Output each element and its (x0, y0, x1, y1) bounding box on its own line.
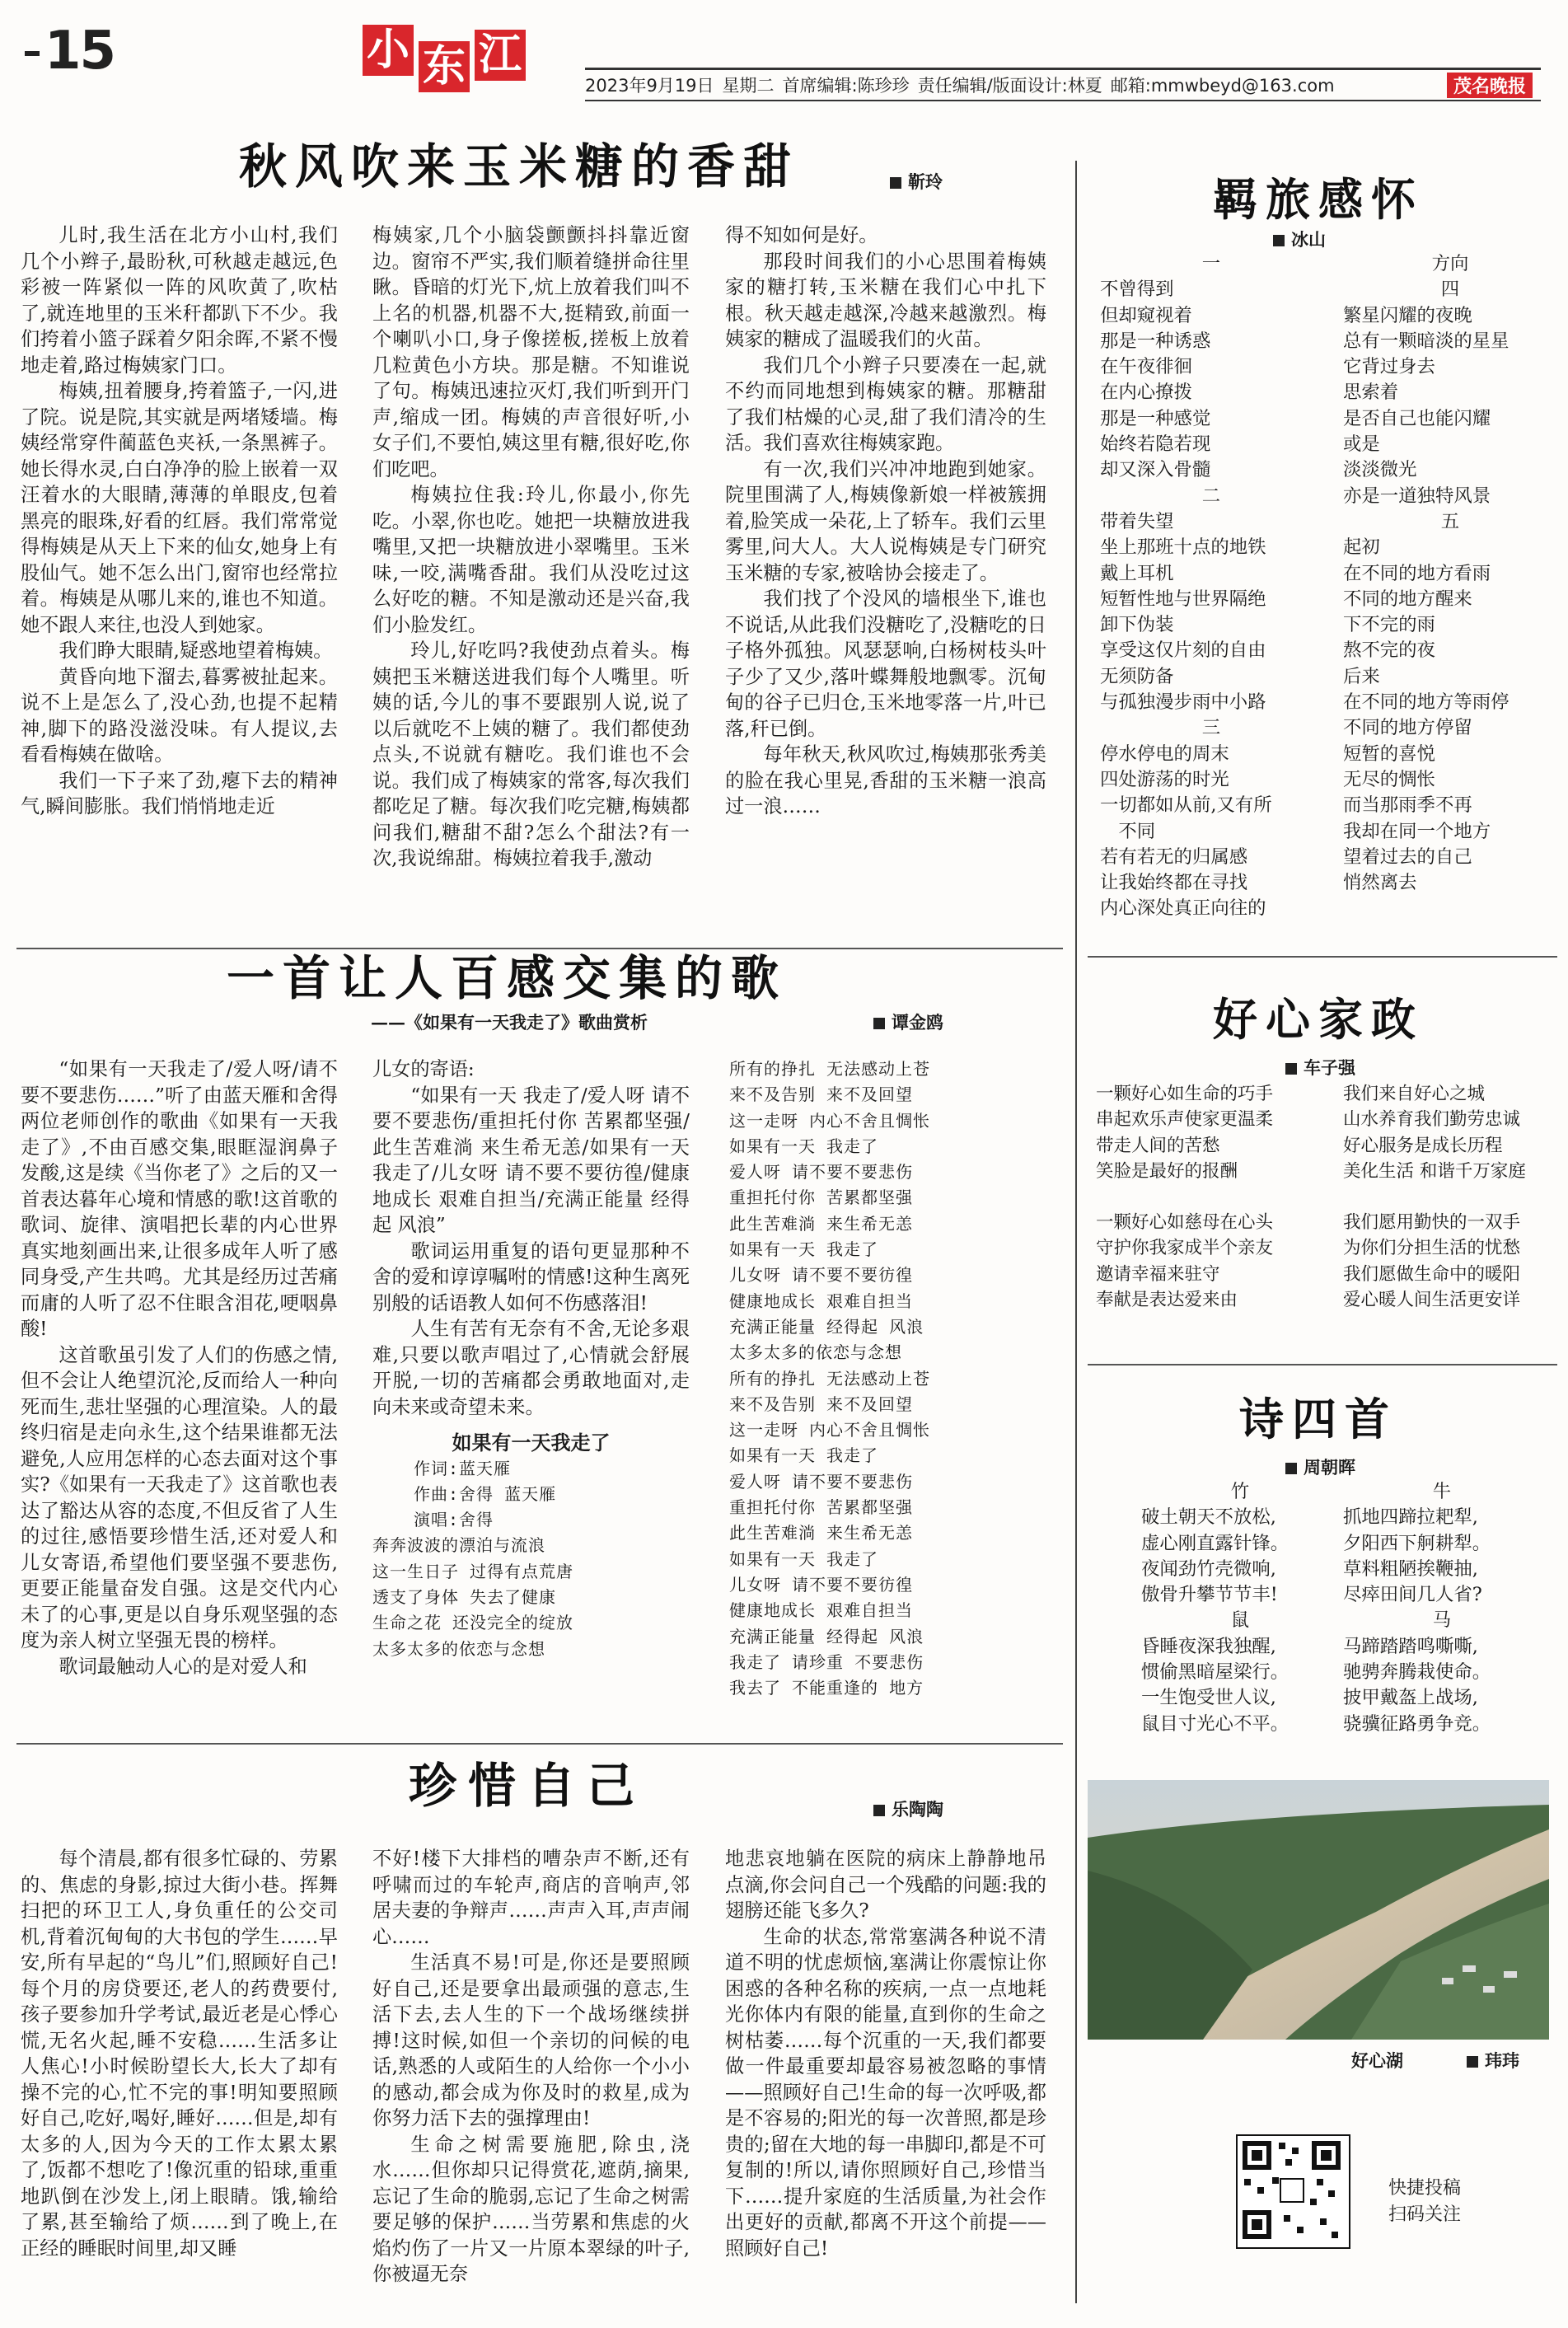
sidebar2-left: 一颗好心如生命的巧手 串起欢乐声使家更温柔 带走人间的苦愁 笑脸是最好的报酬 一颗好心如慈母在心头 守护你我家成半个亲友 邀请幸福来驻守 奉献是表达爱来由 (1096, 1084, 1274, 1311)
qr-text (1388, 2176, 1461, 2228)
lake-photo (1088, 1780, 1549, 2040)
sidebar1-title: 羁旅感怀 (1213, 173, 1424, 226)
divider-s2 (1088, 1364, 1557, 1365)
song-title: 如果有一天我走了 (452, 1431, 611, 1454)
sidebar1-right: 方向 四 繁星闪耀的夜晚 总有一颗暗淡的星星 它背过身去 思索着 是否自己也能闪耀 或是 淡淡微光 亦是一道独特风景 五 起初 在不同的地方看雨 不同的地方醒来 下不完的雨 熬不完的夜 后来 在不同的地方等雨停 不同的地方停留 短暂的喜悦 无尽的惆怅 而当那雨季不再 我却在同一个地方 望着过去的自己 悄然离去 (1343, 253, 1509, 894)
article3-col2: 不好!楼下大排档的嘈杂声不断,还有呼啸而过的车轮声,商店的音响声,邻居夫妻的争辩声……声声入耳,声声闹心…… 生活真不易!可是,你还是要照顾好自己,还是要拿出最顽强的意志,生活下去,去人生的下一个战场继续拼搏!这时候,如但一个亲切的问候的电话,熟悉的人或陌生的人给你一个小小的感动,都会成为你及时的救星,成为你努力活下去的强撑理由! 生命之树需要施肥,除虫,浇水……但你却只记得赏花,遮荫,摘果,忘记了生命的脆弱,忘记了生命之树需要足够的保护……当劳累和焦虑的火焰灼伤了一片又一片原本翠绿的叶子,你被逼无奈 (372, 1848, 690, 2285)
page-number: 15 (25, 21, 115, 82)
article1-col3: 得不知如何是好。 那段时间我们的小心思围着梅姨家的糖打转,玉米糖在我们心中扎下根。秋天越走越深,冷越来越激烈。梅姨家的糖成了温暖我们的火苗。 我们几个小辫子只要凑在一起,就不约而同地想到梅姨家的糖。那糖甜了我们枯燥的心灵,甜了我们清冷的生活。我们喜欢往梅姨家跑。 有一次,我们兴冲冲地跑到她家。院里围满了人,梅姨像新娘一样被簇拥着,脸笑成一朵花,上了轿车。我们云里雾里,问大人。大人说梅姨是专门研究玉米糖的专家,被啥协会接走了。 我们找了个没风的墙根坐下,谁也不说话,从此我们没糖吃了,没糖吃的日子格外孤独。风瑟瑟响,白杨树枝头叶子少了又少,落叶蝶舞般地飘零。沉甸甸的谷子已归仓,玉米地零落一片,叶已落,秆已倒。 每年秋天,秋风吹过,梅姨那张秀美的脸在我心里晃,香甜的玉米糖一浪高过一浪…… (725, 224, 1046, 817)
sidebar3-left: 竹 破土朝天不放松, 虚心刚直露针锋。 夜闻劲竹壳微响, 傲骨升攀节节丰! 鼠 昏睡夜深我独醒, 惯偷黑暗屋梁行。 一生饱受世人议, 鼠目寸光心不平。 (1141, 1481, 1290, 1735)
qr-line2: 扫码关注 (1388, 2204, 1462, 2225)
article3-col1: 每个清晨,都有很多忙碌的、劳累的、焦虑的身影,掠过大街小巷。挥舞扫把的环卫工人,身负重任的公交司机,背着沉甸甸的大书包的学生……早安,所有早起的“鸟儿”们,照顾好自己!每个月的房贷要还,老人的药费要付,孩子要参加升学考试,最近老是心悸心慌,无名火起,睡不安稳……生活多让人焦心!小时候盼望长大,长大了却有操不完的心,忙不完的事!明知要照顾好自己,吃好,喝好,睡好……但是,却有太多的人,因为今天的工作太累太累了,饭都不想吃了!像沉重的铅球,重重地趴倒在沙发上,闭上眼睛。饿,输给了累,甚至输给了烦……到了晚上,在正经的睡眠时间里,却又睡 (21, 1848, 338, 2260)
lyrics-part1: 奔奔波波的漂泊与流浪 这一生日子 过得有点荒唐 透支了身体 失去了健康 生命之花 还没完全的绽放 太多太多的依恋与念想 (372, 1535, 574, 1659)
sidebar1-left: 一 不曾得到 但却窥视着 那是一种诱惑 在午夜徘徊 在内心撩拨 那是一种感觉 始终若隐若现 却又深入骨髓 二 带着失望 坐上那班十点的地铁 戴上耳机 短暂性地与世界隔绝 卸下伪装 享受这仅片刻的自由 无须防备 与孤独漫步雨中小路 三 停水停电的周末 四处游荡的时光 一切都如从前,又有所 不同 若有若无的归属感 让我始终都在寻找 内心深处真正向往的 (1100, 253, 1272, 920)
lake-photo-illustration (1088, 1780, 1549, 2040)
chief-editor: 首席编辑:陈珍珍 (782, 76, 910, 96)
qr-code[interactable] (1236, 2134, 1350, 2249)
sidebar2-author: 车子强 (1285, 1055, 1355, 1080)
article1-author: 靳玲 (890, 169, 943, 194)
section-char-1: 小 (363, 25, 414, 76)
article2-author: 谭金鸥 (873, 1009, 943, 1034)
sidebar3-title: 诗四首 (1239, 1393, 1397, 1445)
sidebar3-author: 周朝晖 (1285, 1454, 1355, 1479)
photo-caption: 好心湖 (1351, 2051, 1403, 2071)
sidebar2-title: 好心家政 (1213, 993, 1424, 1046)
editor: 责任编辑/版面设计:林夏 (917, 76, 1102, 96)
section-char-3: 江 (475, 30, 526, 81)
article3-author: 乐陶陶 (873, 1796, 943, 1821)
issue-date: 2023年9月19日 (585, 76, 714, 96)
section-char-2: 东 (419, 41, 470, 92)
divider-a2 (16, 1743, 1063, 1745)
article2-subtitle: ——《如果有一天我走了》歌曲赏析 (371, 1012, 648, 1033)
issue-weekday: 星期二 (722, 76, 775, 96)
email: 邮箱:mmwbeyd@163.com (1110, 76, 1335, 96)
article2-title: 一首让人百感交集的歌 (226, 950, 787, 1006)
qr-line1: 快捷投稿 (1388, 2178, 1462, 2199)
paper-logo: 茂名晚报 (1447, 73, 1533, 98)
article1-col1: 儿时,我生活在北方小山村,我们几个小辫子,最盼秋,可秋越走越远,色彩被一阵紧似一阵的风吹黄了,吹枯了,就连地里的玉米秆都趴下不少。我们挎着小篮子踩着夕阳余晖,不紧不慢地走着,路过梅姨家门口。 梅姨,扭着腰身,挎着篮子,一闪,进了院。说是院,其实就是两堵矮墙。梅姨经常穿件蔺蓝色夹袄,一条黑裤子。她长得水灵,白白净净的脸上嵌着一双汪着水的大眼睛,薄薄的单眼皮,包着黑亮的眼珠,好看的红唇。我们常常觉得梅姨是从天上下来的仙女,她身上有股仙气。她不怎么出门,窗帘也经常拉着。梅姨是从哪儿来的,谁也不知道。她不跟人来往,也没人到她家。 我们睁大眼睛,疑惑地望着梅姨。 黄昏向地下溜去,暮雾被扯起来。说不上是怎么了,没心劲,也提不起精神,脚下的路没滋没味。有人提议,去看看梅姨在做啥。 我们一下子来了劲,瘪下去的精神气,瞬间膨胀。我们悄悄地走近 (21, 224, 338, 817)
song-credits: 作词:蓝天雁 作曲:舍得 蓝天雁 演唱:舍得 (414, 1458, 557, 1530)
info-bar (585, 68, 1541, 101)
photo-credit: 玮玮 (1467, 2048, 1519, 2073)
qr-pattern (1238, 2136, 1346, 2244)
article1-title: 秋风吹来玉米糖的香甜 (238, 138, 799, 194)
sidebar2-right: 我们来自好心之城 山水养育我们勤劳忠诚 好心服务是成长历程 美化生活 和谐千万家庭 我们愿用勤快的一双手 为你们分担生活的忧愁 我们愿做生命中的暖阳 爱心暖人间生活更安详 (1343, 1084, 1526, 1311)
section-logo (363, 25, 526, 99)
article3-title: 珍惜自己 (408, 1758, 646, 1814)
sidebar1-author: 冰山 (1273, 227, 1326, 251)
main-divider (1075, 161, 1077, 2303)
article1-col2: 梅姨家,几个小脑袋颤颤抖抖靠近窗边。窗帘不严实,我们顺着缝拼命往里瞅。昏暗的灯光下,炕上放着我们叫不上名的机器,机器不大,挺精致,前面一个喇叭小口,身子像搓板,搓板上放着几粒黄色小方块。那是糖。不知谁说了句。梅姨迅速拉灭灯,我们听到开门声,缩成一团。梅姨的声音很好听,小女子们,不要怕,姨这里有糖,很好吃,你们吃吧。 梅姨拉住我:玲儿,你最小,你先吃。小翠,你也吃。她把一块糖放进我嘴里,又把一块糖放进小翠嘴里。玉米味,一咬,满嘴香甜。我们从没吃过这么好吃的糖。不知是激动还是兴奋,我们小脸发红。 玲儿,好吃吗?我使劲点着头。梅姨把玉米糖送进我们每个人嘴里。听姨的话,今儿的事不要跟别人说,说了以后就吃不上姨的糖了。我们都使劲点头,不说就有糖吃。我们谁也不会说。我们成了梅姨家的常客,每次我们都吃足了糖。每次我们吃完糖,梅姨都问我们,糖甜不甜?怎么个甜法?有一次,我说绵甜。梅姨拉着我手,激动 (372, 224, 690, 869)
sidebar3-right: 牛 抓地四蹄拉耙犁, 夕阳西下舸耕犁。 草料粗陋挨鞭抽, 尽瘁田间几人省? 马 马蹄踏踏鸣嘶嘶, 驰骋奔腾栽使命。 披甲戴盔上战场, 骁骥征路勇争竞。 (1343, 1481, 1491, 1735)
article2-col1: “如果有一天我走了/爱人呀/请不要不要悲伤……”听了由蓝天雁和舍得两位老师创作的歌曲《如果有一天我走了》,不由百感交集,眼眶湿润鼻子发酸,这是续《当你老了》之后的又一首表达暮年心境和情感的歌!这首歌的歌词、旋律、演唱把长辈的内心世界真实地刻画出来,让很多成年人听了感同身受,产生共鸣。尤其是经历过苦痛而庸的人听了忍不住眼含泪花,哽咽鼻酸! 这首歌虽引发了人们的伤感之情,但不会让人绝望沉沦,反而给人一种向死而生,悲壮坚强的心理渲染。人的最终归宿是走向永生,这个结果谁都无法避免,人应用怎样的心态去面对这个事实?《如果有一天我走了》这首歌也表达了豁达从容的态度,不但反省了人生的过往,感悟要珍惜生活,还对爱人和儿女寄语,希望他们要坚强不要悲伤,更要正能量奋发自强。这是交代内心未了的心事,更是以自身乐观坚强的态度为亲人树立坚强无畏的榜样。 歌词最触动人心的是对爱人和 (21, 1058, 338, 1678)
article2-col2: 儿女的寄语: “如果有一天 我走了/爱人呀 请不要不要悲伤/重担托付你 苦累都坚强/此生苦难淌 来生希无恙/如果有一天 我走了/儿女呀 请不要不要彷徨/健康地成长 艰难自担当/充满正能量 经得起 风浪” 歌词运用重复的语句更显那种不舍的爱和谆谆嘱咐的情感!这种生离死别般的话语教人如何不伤感落泪! 人生有苦有无奈有不舍,无论多艰难,只要以歌声唱过了,心情就会舒展开脱,一切的苦痛都会勇敢地面对,走向未来或奇望未来。 如果有一天我走了 作词:蓝天雁 作曲:舍得 蓝天雁 演唱:舍得 奔奔波波的漂泊与流浪 这一生日子 过得有点荒唐 透支了身体 失去了健康 生命之花 还没完全的绽放 太多太多的依恋与念想 (372, 1056, 690, 1662)
article3-col3: 地悲哀地躺在医院的病床上静静地吊点滴,你会问自己一个残酷的问题:我的翅膀还能飞多久? 生命的状态,常常塞满各种说不清道不明的忧虑烦恼,塞满让你震惊让你困惑的各种名称的疾病,一点一点地耗光你体内有限的能量,直到你的生命之树枯萎……每个沉重的一天,我们都要做一件最重要却最容易被忽略的事情——照顾好自己!生命的每一次呼吸,都是不容易的;阳光的每一次普照,都是珍贵的;留在大地的每一串脚印,都是不可复制的!所以,请你照顾好自己,珍惜当下……提升家庭的生活质量,为社会作出更好的贡献,都离不开这个前提——照顾好自己! (725, 1848, 1046, 2260)
lyrics-part2: 所有的挣扎 无法感动上苍 来不及告别 来不及回望 这一走呀 内心不舍且惆怅 如果有一天 我走了 爱人呀 请不要不要悲伤 重担托付你 苦累都坚强 此生苦难淌 来生希无恙 如果有一天 我走了 儿女呀 请不要不要彷徨 健康地成长 艰难自担当 充满正能量 经得起 风浪 太多太多的依恋与念想 所有的挣扎 无法感动上苍 来不及告别 来不及回望 这一走呀 内心不舍且惆怅 如果有一天 我走了 爱人呀 请不要不要悲伤 重担托付你 苦累都坚强 此生苦难淌 来生希无恙 如果有一天 我走了 儿女呀 请不要不要彷徨 健康地成长 艰难自担当 充满正能量 经得起 风浪 我走了 请珍重 不要悲伤 我去了 不能重逢的 地方 (729, 1059, 931, 1698)
divider-s1 (1088, 956, 1557, 958)
